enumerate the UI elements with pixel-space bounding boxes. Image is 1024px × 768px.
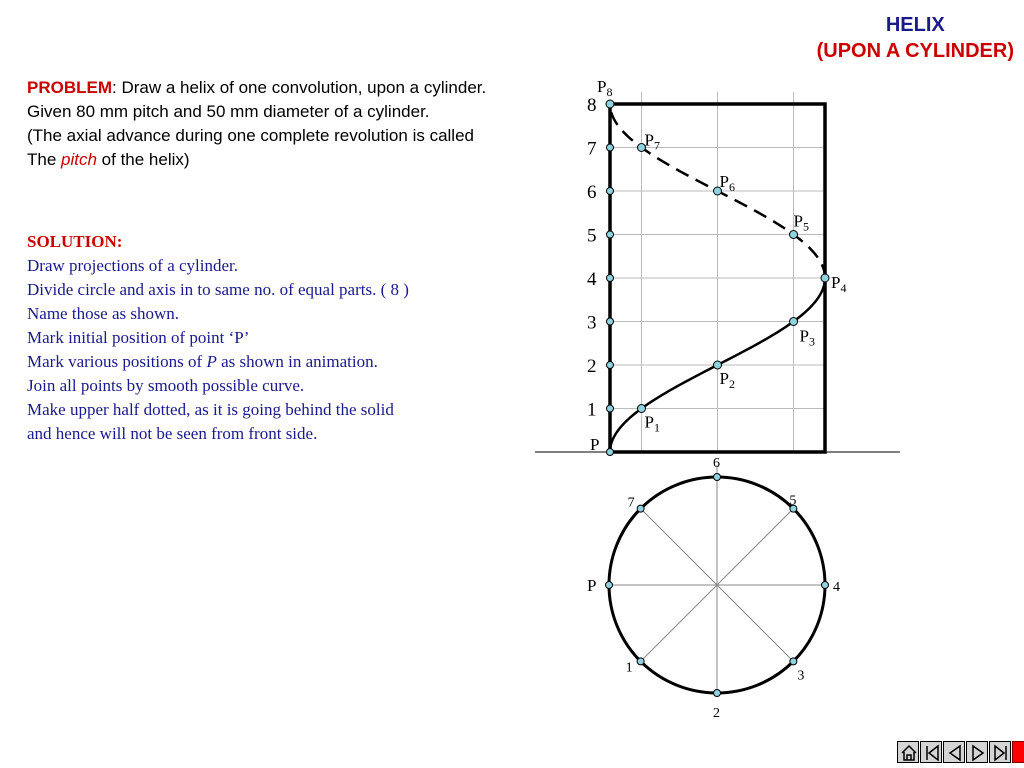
home-icon — [898, 742, 920, 764]
top-view-label: 5 — [789, 493, 797, 509]
stop-button[interactable] — [1012, 741, 1024, 763]
stop-icon — [1013, 742, 1024, 764]
top-view-point — [637, 658, 644, 665]
top-view-point — [790, 658, 797, 665]
last-slide-icon — [990, 742, 1012, 764]
next-slide-button[interactable] — [966, 741, 988, 763]
top-view-label: 7 — [627, 495, 635, 511]
helix-point — [714, 361, 722, 369]
helix-point-label: $P_6$ — [719, 172, 735, 194]
solution-step: Join all points by smooth possible curve. — [27, 376, 305, 395]
axis-label: 5 — [587, 225, 597, 247]
slide-navigation — [897, 741, 1024, 765]
previous-slide-button[interactable] — [943, 741, 965, 763]
solution-heading: SOLUTION: — [27, 232, 123, 251]
top-view-label: 4 — [833, 580, 840, 595]
axis-point — [607, 231, 614, 238]
problem-line-1: : Draw a helix of one convolution, upon a cylinder. — [112, 78, 487, 97]
top-start-label: P — [587, 576, 597, 595]
top-view-point — [714, 474, 721, 481]
top-view-label: 2 — [713, 706, 720, 721]
last-slide-button[interactable] — [989, 741, 1011, 763]
helix-point-label: $P_2$ — [719, 369, 735, 391]
axis-label: 7 — [587, 138, 597, 160]
helix-point-label: $P_1$ — [644, 412, 660, 435]
axis-division-labels — [587, 95, 597, 421]
solution-step: Draw projections of a cylinder. — [27, 256, 239, 275]
helix-point-label: $P_7$ — [644, 130, 660, 153]
top-view-point — [822, 582, 829, 589]
solution-step: and hence will not be seen from front side. — [27, 424, 318, 443]
solution-step: Make upper half dotted, as it is going behind the solid — [27, 400, 394, 419]
solution-step: Mark initial position of point ‘P’ — [27, 328, 250, 347]
helix-point-labels — [597, 77, 846, 435]
problem-keyword: PROBLEM — [27, 78, 112, 97]
problem-line-3: (The axial advance during one complete revolution is called — [27, 126, 474, 145]
axis-point — [607, 318, 614, 325]
problem-line-4-pre: The — [27, 150, 62, 169]
axis-point — [607, 275, 614, 282]
next-slide-icon — [967, 742, 989, 764]
title-line-2: (UPON A CYLINDER) — [816, 40, 1014, 62]
pitch-term: pitch — [61, 150, 97, 169]
helix-point-label: $P_4$ — [831, 273, 847, 295]
helix-point-label: $P_8$ — [597, 77, 613, 99]
axis-label: 2 — [587, 356, 597, 377]
home-button[interactable] — [897, 741, 919, 763]
solution-step: Divide circle and axis in to same no. of equal parts. ( 8 ) — [27, 280, 409, 299]
axis-label: 6 — [587, 182, 597, 203]
title-line-1: HELIX — [885, 14, 945, 36]
problem-line-4-post: of the helix) — [96, 150, 190, 169]
top-view-label: 6 — [713, 456, 720, 471]
front-start-label: P — [590, 435, 600, 454]
problem-line-2: Given 80 mm pitch and 50 mm diameter of a cylinder. — [27, 102, 430, 121]
top-view-label: 1 — [625, 660, 633, 676]
axis-point — [607, 188, 614, 195]
axis-label: 3 — [587, 312, 597, 334]
helix-point-label: $P_3$ — [799, 326, 815, 349]
axis-label: 8 — [587, 95, 597, 116]
top-view-point — [714, 690, 721, 697]
top-view-label: 3 — [797, 668, 805, 684]
axis-point — [607, 405, 614, 412]
axis-label: 4 — [587, 269, 597, 290]
helix-point — [637, 405, 645, 413]
helix-point — [821, 274, 829, 282]
previous-slide-icon — [944, 742, 966, 764]
first-slide-button[interactable] — [920, 741, 942, 763]
top-view-point — [606, 582, 613, 589]
top-view-point — [637, 505, 644, 512]
axis-point — [607, 362, 614, 369]
helix-point — [606, 100, 614, 108]
axis-point — [607, 449, 614, 456]
first-slide-icon — [921, 742, 943, 764]
helix-point — [790, 318, 798, 326]
solution-step-5-italic: P — [206, 352, 217, 371]
solution-step: Name those as shown. — [27, 304, 180, 323]
axis-point — [607, 144, 614, 151]
helix-point — [790, 231, 798, 239]
axis-label: 1 — [587, 399, 597, 421]
helix-point-label: $P_5$ — [793, 211, 809, 234]
solution-step-5-pre: Mark various positions of — [27, 352, 207, 371]
solution-step-5-post: as shown in animation. — [216, 352, 378, 371]
